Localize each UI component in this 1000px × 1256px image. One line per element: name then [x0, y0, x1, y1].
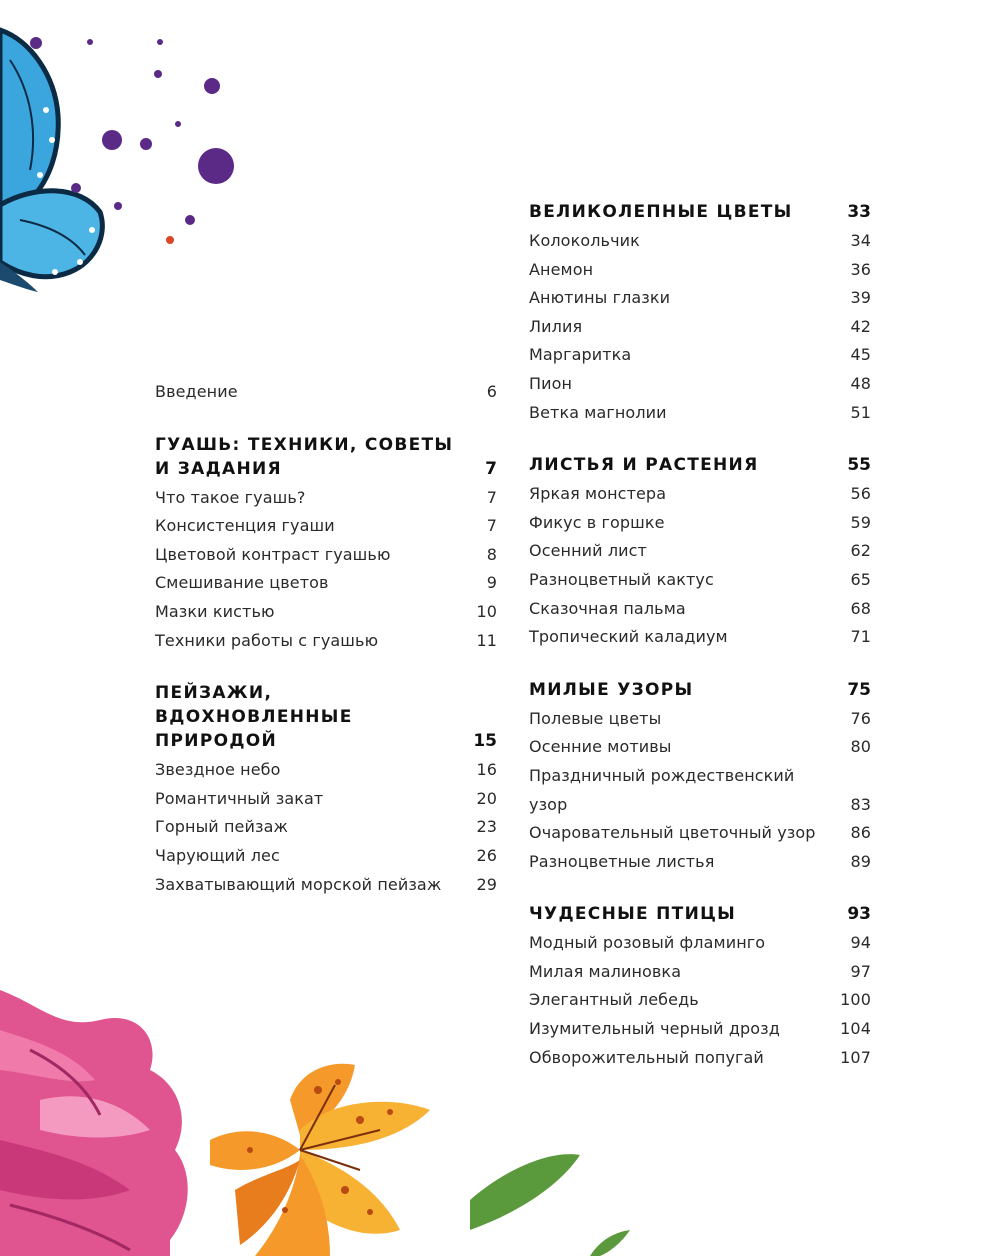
toc-entry-title: Модный розовый фламинго [529, 933, 766, 953]
toc-entry-page: 48 [850, 373, 871, 393]
section-title: ВЕЛИКОЛЕПНЫЕ ЦВЕТЫ [529, 202, 793, 222]
toc-entry-title: Анемон [529, 259, 594, 279]
toc-entry-page: 8 [486, 544, 497, 564]
toc-section-heading[interactable] [529, 200, 871, 224]
toc-entry-page: 26 [476, 845, 497, 865]
toc-entry[interactable] [529, 509, 871, 538]
toc-right-sections [529, 200, 871, 1072]
toc-entry[interactable] [529, 566, 871, 595]
toc-entry-title: Осенние мотивы [529, 737, 672, 757]
toc-entry[interactable] [529, 733, 871, 762]
toc-entry[interactable] [529, 284, 871, 313]
toc-entry[interactable] [529, 256, 871, 285]
toc-entry-page: 23 [476, 817, 497, 837]
toc-entry-page: 86 [850, 823, 871, 843]
toc-entry[interactable] [529, 1044, 871, 1073]
toc-entry-page: 104 [840, 1019, 871, 1039]
toc-entry[interactable] [529, 958, 871, 987]
toc-entry-page: 39 [850, 288, 871, 308]
section-title: ЛИСТЬЯ И РАСТЕНИЯ [529, 455, 759, 476]
toc-entry[interactable] [529, 848, 871, 877]
section-page: 93 [847, 904, 871, 925]
toc-entry-title: Введение [155, 382, 238, 401]
toc-entry-title: Фикус в горшке [529, 512, 665, 532]
toc-entry-title: Лилия [529, 316, 583, 336]
toc-entry-page: 107 [840, 1047, 871, 1067]
toc-entry-title: Техники работы с гуашью [155, 630, 379, 650]
toc-entry-title: Яркая монстера [529, 484, 667, 504]
toc-entry-page: 7 [486, 487, 497, 507]
section-title: ПЕЙЗАЖИ, ВДОХНОВЛЕННЫЕ ПРИРОДОЙ [155, 683, 353, 752]
lily-icon [210, 1064, 430, 1256]
section-title: МИЛЫЕ УЗОРЫ [529, 679, 694, 700]
toc-entry[interactable] [155, 598, 497, 627]
toc-entry-title: Консистенция гуаши [155, 516, 335, 536]
toc-entry[interactable] [529, 480, 871, 509]
toc-entry-page: 36 [850, 259, 871, 279]
toc-right-column [529, 200, 871, 1072]
toc-entry-page: 80 [850, 737, 871, 757]
toc-entry-title: Захватывающий морской пейзаж [155, 874, 442, 894]
toc-entry-page: 100 [840, 990, 871, 1010]
toc-section-heading[interactable] [155, 433, 497, 481]
toc-entry[interactable] [155, 785, 497, 814]
toc-entry[interactable] [529, 819, 871, 848]
toc-entry-page: 71 [850, 627, 871, 647]
toc-entry-title: Очаровательный цветочный узор [529, 823, 816, 843]
toc-left-sections [155, 433, 497, 900]
section-title: ЧУДЕСНЫЕ ПТИЦЫ [529, 904, 737, 925]
toc-entry[interactable] [529, 370, 871, 399]
toc-entry[interactable] [529, 537, 871, 566]
toc-entry[interactable] [529, 986, 871, 1015]
toc-section-heading[interactable] [529, 453, 871, 477]
toc-entry-page: 56 [850, 484, 871, 504]
toc-entry-page: 62 [850, 541, 871, 561]
section-title: ГУАШЬ: ТЕХНИКИ, СОВЕТЫ И ЗАДАНИЯ [155, 434, 454, 479]
toc-entry[interactable] [155, 842, 497, 871]
butterfly-icon [0, 30, 102, 292]
toc-entry[interactable] [529, 595, 871, 624]
toc-entry-page: 10 [476, 601, 497, 621]
toc-section-heading[interactable] [529, 678, 871, 702]
toc-entry[interactable] [155, 627, 497, 656]
toc-entry-page: 68 [850, 598, 871, 618]
toc-entry-page: 97 [850, 961, 871, 981]
toc-entry[interactable] [529, 313, 871, 342]
toc-entry-page: 7 [486, 516, 497, 536]
toc-entry-page: 89 [850, 851, 871, 871]
section-page: 75 [847, 679, 871, 700]
toc-entry[interactable] [155, 569, 497, 598]
section-page: 7 [485, 458, 497, 479]
butterfly-illustration [0, 0, 260, 300]
peony-icon [0, 990, 188, 1256]
toc-entry-title: Сказочная пальма [529, 598, 686, 618]
toc-entry-page: 65 [850, 569, 871, 589]
toc-entry[interactable] [155, 541, 497, 570]
toc-entry-title: Осенний лист [529, 541, 647, 561]
toc-entry-page: 94 [850, 933, 871, 953]
toc-entry-title: Анютины глазки [529, 288, 671, 308]
toc-section-heading[interactable] [529, 902, 871, 926]
toc-entry-title: Разноцветный кактус [529, 569, 714, 589]
section-page: 15 [473, 731, 497, 752]
toc-entry-title: Смешивание цветов [155, 573, 329, 593]
toc-entry-page: 29 [476, 874, 497, 894]
toc-entry-title: Элегантный лебедь [529, 990, 699, 1010]
toc-entry-page: 16 [476, 760, 497, 780]
toc-entry-page: 42 [850, 316, 871, 336]
section-page: 33 [847, 202, 871, 222]
toc-entry-title: Горный пейзаж [155, 817, 289, 837]
toc-entry-title: Обворожительный попугай [529, 1047, 764, 1067]
toc-entry-page: 11 [476, 630, 497, 650]
toc-entry-page: 20 [476, 788, 497, 808]
toc-entry[interactable] [529, 623, 871, 652]
toc-entry-title: Пион [529, 373, 573, 393]
toc-entry[interactable] [529, 929, 871, 958]
toc-entry[interactable] [155, 756, 497, 785]
toc-entry-title: Звездное небо [155, 760, 281, 780]
toc-entry[interactable] [529, 227, 871, 256]
toc-entry-title: Колокольчик [529, 231, 640, 250]
toc-entry-page: 51 [850, 402, 871, 422]
toc-entry-title: Разноцветные листья [529, 851, 715, 871]
toc-entry-page: 83 [850, 794, 871, 814]
toc-entry[interactable] [155, 871, 497, 900]
toc-entry-page: 59 [850, 512, 871, 532]
toc-entry-title: Тропический каладиум [529, 627, 728, 647]
toc-entry-title: Цветовой контраст гуашью [155, 544, 391, 564]
toc-entry-title: Романтичный закат [155, 788, 324, 808]
toc-entry-title: Чарующий лес [155, 845, 280, 865]
toc-entry-page: 34 [850, 231, 871, 250]
toc-entry-intro[interactable] [155, 378, 497, 407]
toc-entry-page: 45 [850, 345, 871, 365]
toc-entry-title: Милая малиновка [529, 961, 682, 981]
toc-entry-title: Маргаритка [529, 345, 632, 365]
toc-section-heading[interactable] [155, 681, 497, 753]
toc-entry[interactable] [529, 705, 871, 734]
toc-entry-title: Праздничный рождественский узор [529, 765, 795, 814]
toc-entry[interactable] [529, 341, 871, 370]
toc-entry[interactable] [155, 512, 497, 541]
section-page: 55 [847, 455, 871, 476]
toc-entry[interactable] [155, 484, 497, 513]
toc-entry-page: 9 [486, 573, 497, 593]
toc-entry[interactable] [529, 762, 871, 819]
toc-entry-title: Ветка магнолии [529, 402, 667, 422]
toc-entry-page: 76 [850, 708, 871, 728]
toc-left-column [155, 378, 497, 899]
toc-entry-title: Мазки кистью [155, 601, 275, 621]
toc-entry[interactable] [529, 1015, 871, 1044]
toc-entry[interactable] [529, 399, 871, 428]
leaf-icon [470, 1154, 630, 1256]
toc-entry-title: Полевые цветы [529, 708, 662, 728]
toc-entry[interactable] [155, 813, 497, 842]
toc-entry-title: Что такое гуашь? [155, 487, 306, 507]
toc-entry-title: Изумительный черный дрозд [529, 1019, 780, 1039]
toc-entry-page: 6 [486, 382, 497, 401]
